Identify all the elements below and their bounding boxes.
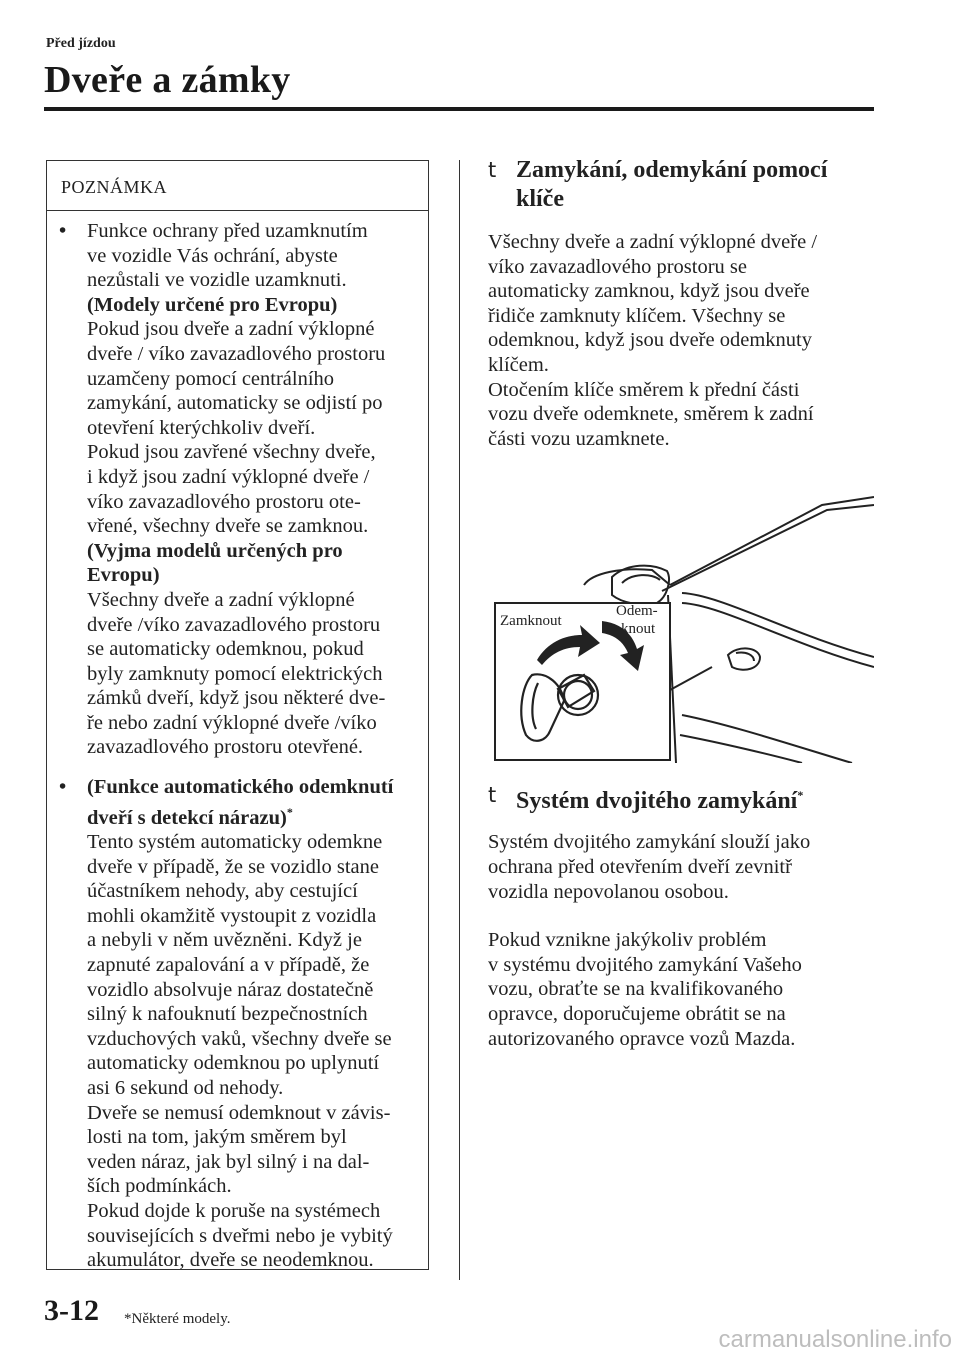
bullet-icon: • — [59, 776, 67, 799]
text-line: Všechny dveře a zadní výklopné dveře / — [488, 231, 818, 253]
callout-line — [670, 667, 712, 690]
section-title — [516, 781, 868, 816]
note-box — [46, 160, 429, 1270]
text-line: automaticky odemknou po uplynutí — [87, 1052, 380, 1075]
text-line-bold: Evropu) — [87, 564, 160, 587]
column-divider — [459, 160, 460, 1280]
section-marker-icon: t — [488, 158, 497, 182]
text-line: víko zavazadlového prostoru se — [488, 255, 748, 278]
footnote-marker: * — [286, 804, 293, 819]
note-heading: POZNÁMKA — [47, 161, 428, 211]
double-locking-paragraph — [488, 830, 868, 904]
text-line: byly zamknuty pomocí elektrických — [87, 662, 383, 685]
double-locking-problem-paragraph — [488, 928, 868, 1051]
text-line: veden náraz, jak byl silný i na dal- — [87, 1150, 370, 1173]
key-lock-figure — [492, 485, 874, 763]
text-line: zamykání, automaticky se odjistí po — [87, 392, 383, 415]
text-line: ochrana před otevřením dveří zevnitř — [488, 855, 792, 878]
text-line: vozidlo absolvuje náraz dostatečně — [87, 978, 374, 1001]
key-locking-paragraph — [488, 230, 868, 451]
text-line: vřené, všechny dveře se zamknou. — [87, 515, 369, 538]
section-title — [516, 156, 868, 214]
text-line: nezůstali ve vozidle uzamknuti. — [87, 269, 347, 292]
note-item-text — [87, 219, 420, 760]
lock-label: Zamknout — [500, 613, 562, 629]
text-line: ších podmínkách. — [87, 1175, 232, 1198]
text-line: ve vozidle Vás ochrání, abyste — [87, 244, 338, 267]
text-line: autorizovaného opravce vozů Mazda. — [488, 1027, 796, 1050]
text-line: části vozu uzamknete. — [488, 427, 670, 450]
text-line-bold: (Modely určené pro Evropu) — [87, 293, 338, 316]
text-line: opravce, doporučujeme obrátit se na — [488, 1002, 786, 1025]
page-number: 3-12 — [44, 1294, 99, 1327]
text-line: a nebyli v něm uvězněni. Když je — [87, 929, 362, 952]
section-heading-double-locking — [488, 781, 868, 816]
text-line: Tento systém automaticky odemkne — [87, 831, 383, 854]
text-line: dveře /víko zavazadlového prostoru — [87, 613, 381, 636]
note-body — [47, 211, 428, 1273]
text-line: vzduchových vaků, všechny dveře se — [87, 1027, 392, 1050]
text-line: silný k nafouknutí bezpečnostních — [87, 1003, 368, 1026]
section-heading-key-locking — [488, 156, 868, 214]
section-title-line: Zamykání, odemykání pomocí — [516, 157, 828, 183]
text-line: se automaticky odemknou, pokud — [87, 638, 364, 661]
text-line: akumulátor, dveře se neodemknou. — [87, 1249, 374, 1272]
text-line: mohli okamžitě vystoupit z vozidla — [87, 904, 377, 927]
crash-unlock-heading: dveří s detekcí nárazu) — [87, 806, 287, 829]
text-line: Pokud jsou zavřené všechny dveře, — [87, 441, 376, 464]
text-line: automaticky zamknou, když jsou dveře — [488, 280, 810, 303]
section-title-line: klíče — [516, 186, 564, 212]
text-line-bold: (Funkce automatického odemknutí — [87, 776, 394, 799]
text-line: víko zavazadlového prostoru ote- — [87, 490, 361, 513]
text-line: Systém dvojitého zamykání slouží jako — [488, 831, 811, 854]
text-line-bold: (Vyjma modelů určených pro — [87, 539, 343, 562]
text-line: vozidla nepovolanou osobou. — [488, 880, 729, 903]
text-line: Pokud jsou dveře a zadní výklopné — [87, 318, 375, 341]
text-line: Všechny dveře a zadní výklopné — [87, 588, 355, 611]
text-line: Dveře se nemusí odemknout v závis- — [87, 1101, 391, 1124]
text-line: Funkce ochrany před uzamknutím — [87, 220, 368, 242]
watermark: carmanualsonline.info — [718, 1326, 952, 1353]
text-line: vozu dveře odemknete, směrem k zadní — [488, 403, 814, 426]
text-line: vozu, obraťte se na kvalifikovaného — [488, 978, 784, 1001]
breadcrumb: Před jízdou — [46, 36, 116, 51]
section-marker-icon: t — [488, 783, 497, 808]
text-line: dveře / víko zavazadlového prostoru — [87, 342, 386, 365]
text-line: řidiče zamknuty klíčem. Všechny se — [488, 304, 786, 327]
note-item-crash-unlock — [59, 775, 420, 1273]
note-item-lockout-protection — [59, 219, 420, 760]
note-item-text — [87, 775, 420, 1273]
text-line: Otočením klíče směrem k přední části — [488, 378, 800, 401]
unlock-label: Odem- — [616, 603, 658, 619]
page-title: Dveře a zámky — [44, 59, 291, 101]
text-line: v systému dvojitého zamykání Vašeho — [488, 953, 802, 976]
text-line: Pokud vznikne jakýkoliv problém — [488, 929, 767, 952]
unlock-label: knout — [621, 621, 656, 637]
text-line: zapnuté zapalování a v případě, že — [87, 954, 370, 977]
text-line-bold — [87, 800, 420, 830]
text-line: zavazadlového prostoru otevřené. — [87, 736, 364, 759]
section-title-text: Systém dvojitého zamykání — [516, 788, 798, 815]
text-line: i když jsou zadní výklopné dveře / — [87, 465, 370, 488]
text-line: odemknou, když jsou dveře odemknuty — [488, 329, 812, 352]
footnote-marker: * — [797, 788, 804, 803]
footnote: *Některé modely. — [124, 1311, 231, 1327]
text-line: asi 6 sekund od nehody. — [87, 1077, 284, 1100]
text-line: ře nebo zadní výklopné dveře /víko — [87, 711, 377, 734]
text-line: losti na tom, jakým směrem byl — [87, 1126, 347, 1149]
title-rule — [44, 107, 874, 111]
text-line: účastníkem nehody, aby cestující — [87, 880, 358, 903]
text-line: zámků dveří, když jsou některé dve- — [87, 687, 386, 710]
text-line: otevření kterýchkoliv dveří. — [87, 416, 316, 439]
text-line: uzamčeny pomocí centrálního — [87, 367, 335, 390]
text-line: souvisejících s dveřmi nebo je vybitý — [87, 1224, 393, 1247]
text-line: dveře v případě, že se vozidlo stane — [87, 855, 380, 878]
text-line: klíčem. — [488, 353, 549, 376]
bullet-icon: • — [59, 220, 67, 242]
text-line: Pokud dojde k poruše na systémech — [87, 1199, 381, 1222]
